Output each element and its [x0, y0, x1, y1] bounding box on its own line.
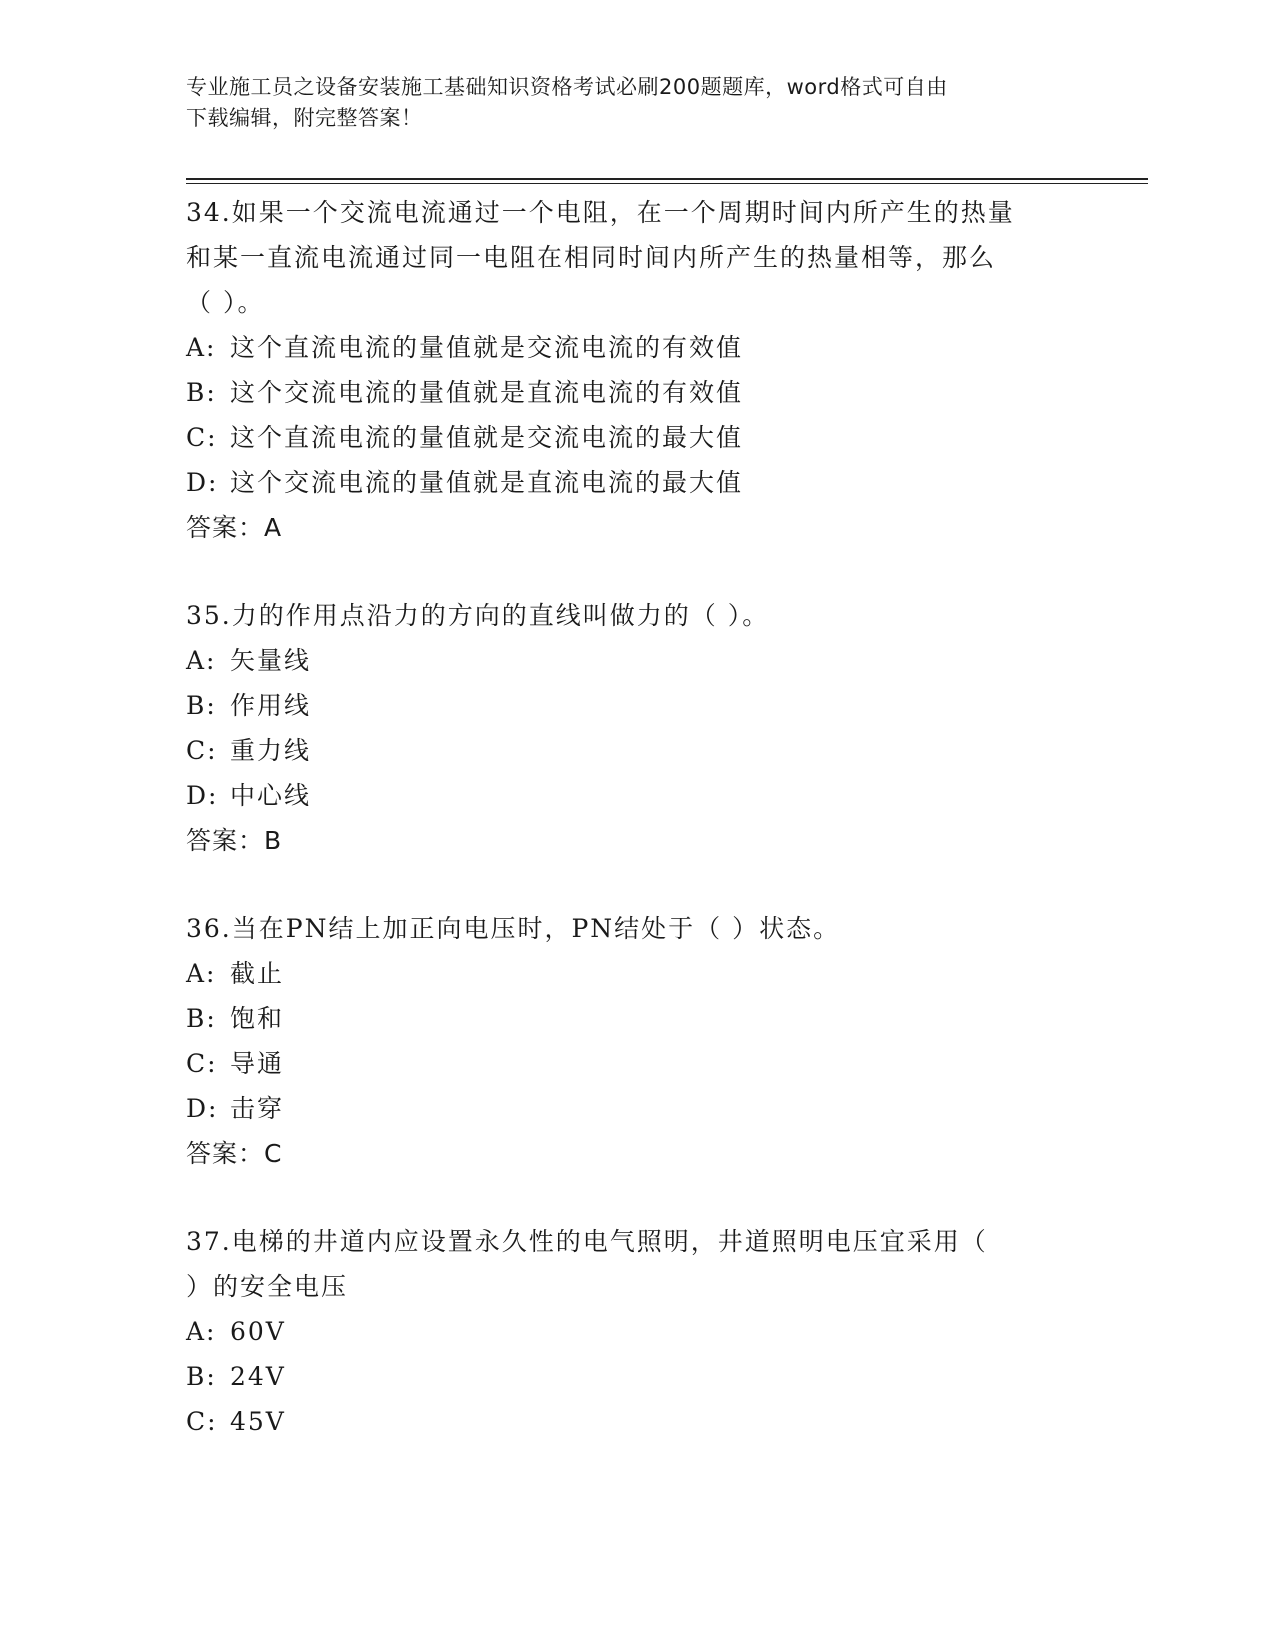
question-list [186, 190, 1106, 1487]
option-letter: B: [186, 378, 217, 407]
option-a [186, 638, 1106, 683]
option-text: 中心线 [230, 781, 312, 810]
option-c [186, 1041, 1106, 1086]
option-text: 这个直流电流的量值就是交流电流的最大值 [230, 423, 744, 452]
option-letter: C: [186, 423, 218, 452]
question-36 [186, 906, 1106, 1176]
option-text: 这个直流电流的量值就是交流电流的有效值 [230, 333, 744, 362]
option-letter: C: [186, 1049, 218, 1078]
option-d [186, 773, 1106, 818]
header-line-1: 专业施工员之设备安装施工基础知识资格考试必刷200题题库，word格式可自由 [186, 75, 948, 99]
option-c [186, 415, 1106, 460]
option-text: 矢量线 [230, 646, 312, 675]
option-text: 24V [230, 1362, 286, 1391]
option-a [186, 1309, 1106, 1354]
question-stem: 36.当在PN结上加正向电压时，PN结处于（ ）状态。 [186, 914, 841, 943]
option-b [186, 683, 1106, 728]
option-text: 60V [230, 1317, 286, 1346]
option-text: 饱和 [230, 1004, 285, 1033]
option-letter: A: [186, 646, 217, 675]
option-b [186, 996, 1106, 1041]
question-37 [186, 1219, 1106, 1444]
header-line-2: 下载编辑，附完整答案！ [186, 106, 423, 130]
option-letter: B: [186, 1004, 217, 1033]
question-stem: 34.如果一个交流电流通过一个电阻，在一个周期时间内所产生的热量 [186, 198, 1015, 227]
option-c [186, 728, 1106, 773]
question-stem: ）的安全电压 [186, 1272, 349, 1301]
option-text: 这个交流电流的量值就是直流电流的最大值 [230, 468, 744, 497]
option-letter: A: [186, 333, 217, 362]
option-b [186, 370, 1106, 415]
answer-line: 答案：C [186, 1139, 283, 1168]
option-letter: B: [186, 1362, 217, 1391]
option-text: 击穿 [230, 1094, 285, 1123]
answer-line: 答案：B [186, 826, 283, 855]
option-letter: D: [186, 781, 219, 810]
option-text: 截止 [230, 959, 285, 988]
question-35 [186, 593, 1106, 863]
option-a [186, 325, 1106, 370]
question-stem: 37.电梯的井道内应设置永久性的电气照明，井道照明电压宜采用（ [186, 1227, 988, 1256]
option-letter: A: [186, 959, 217, 988]
option-letter: C: [186, 736, 218, 765]
option-letter: B: [186, 691, 217, 720]
question-stem: （ ）。 [186, 288, 265, 317]
question-stem: 35.力的作用点沿力的方向的直线叫做力的（ ）。 [186, 601, 770, 630]
document-header [186, 72, 1086, 134]
option-text: 这个交流电流的量值就是直流电流的有效值 [230, 378, 744, 407]
header-divider-thin [186, 183, 1148, 184]
question-34 [186, 190, 1106, 550]
option-letter: D: [186, 1094, 219, 1123]
option-text: 重力线 [230, 736, 312, 765]
question-stem: 和某一直流电流通过同一电阻在相同时间内所产生的热量相等，那么 [186, 243, 997, 272]
option-letter: D: [186, 468, 219, 497]
option-d [186, 460, 1106, 505]
answer-line: 答案：A [186, 513, 283, 542]
option-text: 作用线 [230, 691, 312, 720]
option-text: 导通 [230, 1049, 285, 1078]
option-c [186, 1399, 1106, 1444]
option-letter: C: [186, 1407, 218, 1436]
option-a [186, 951, 1106, 996]
option-letter: A: [186, 1317, 217, 1346]
option-b [186, 1354, 1106, 1399]
header-divider-thick [186, 178, 1148, 180]
option-text: 45V [230, 1407, 286, 1436]
option-d [186, 1086, 1106, 1131]
